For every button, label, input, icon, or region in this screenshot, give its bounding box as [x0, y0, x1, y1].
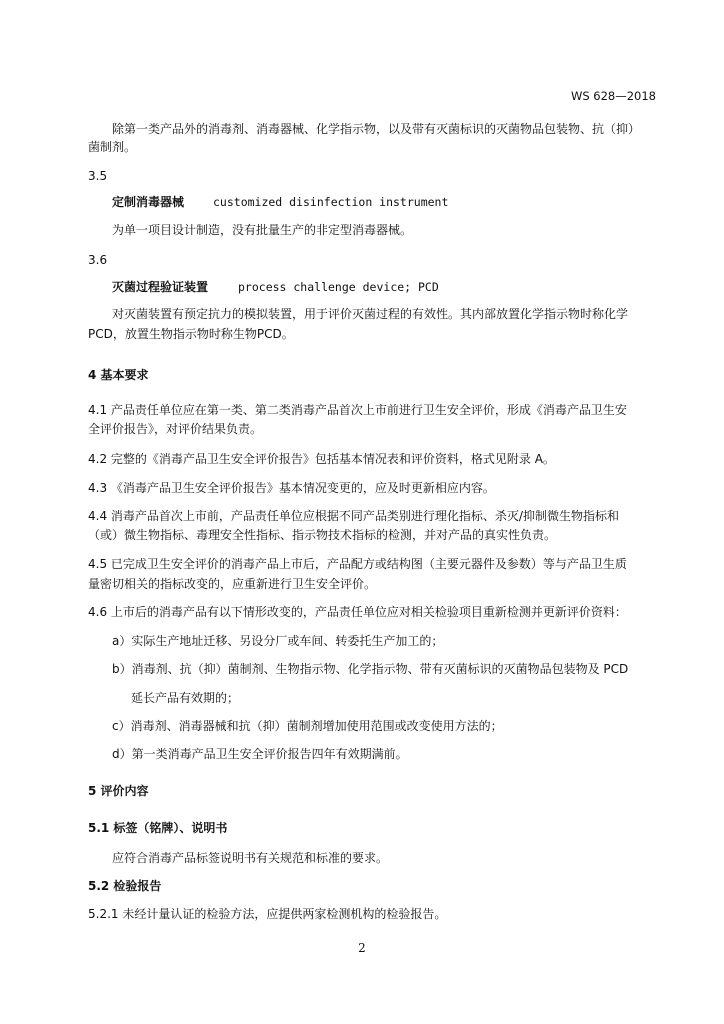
clause-4-1-line-1: 4.1 产品责任单位应在第一类、第二类消毒产品首次上市前进行卫生安全评价，形成《消毒产品卫生安: [88, 403, 627, 417]
heading-section-5: 5 评价内容: [88, 784, 149, 798]
clause-number-3-5: 3.5: [88, 169, 108, 183]
term-zh-3-5: 定制消毒器械: [112, 195, 185, 209]
definition-3-5: 为单一项目设计制造，没有批量生产的非定型消毒器械。: [112, 223, 413, 237]
clause-4-5-line-1: 4.5 已完成卫生安全评价的消毒产品上市后，产品配方或结构图（主要元器件及参数）等与产品卫生质: [88, 557, 627, 571]
document-id-header: WS 628—2018: [570, 89, 656, 103]
clause-4-6: 4.6 上市后的消毒产品有以下情形改变的，产品责任单位应对相关检验项目重新检测并更新评价资料：: [88, 605, 627, 619]
list-item-b-line-1: b）消毒剂、抗（抑）菌制剂、生物指示物、化学指示物、带有灭菌标识的灭菌物品包装物及 PCD: [112, 662, 629, 676]
clause-5-2-1: 5.2.1 未经计量认证的检验方法，应提供两家检测机构的检验报告。: [88, 907, 447, 921]
clause-4-3: 4.3 《消毒产品卫生安全评价报告》基本情况变更的，应及时更新相应内容。: [88, 481, 495, 495]
list-item-a: a）实际生产地址迁移、另设分厂或车间、转委托生产加工的；: [112, 634, 444, 648]
term-en-3-6: process challenge device; PCD: [238, 280, 439, 294]
clause-number-3-6: 3.6: [88, 253, 108, 267]
clause-4-5-line-2: 量密切相关的指标改变的，应重新进行卫生安全评价。: [88, 577, 377, 591]
list-item-b-line-2: 延长产品有效期的；: [131, 691, 240, 705]
list-item-c: c）消毒剂、消毒器械和抗（抑）菌制剂增加使用范围或改变使用方法的；: [112, 719, 503, 733]
term-en-3-5: customized disinfection instrument: [213, 195, 449, 209]
continuation-line-1: 除第一类产品外的消毒剂、消毒器械、化学指示物，以及带有灭菌标识的灭菌物品包装物、抗（抑）: [112, 122, 641, 136]
clause-5-1: 应符合消毒产品标签说明书有关规范和标准的要求。: [112, 851, 389, 865]
heading-5-1: 5.1 标签（铭牌）、说明书: [88, 821, 228, 835]
definition-3-6-line-1: 对灭菌装置有预定抗力的模拟装置，用于评价灭菌过程的有效性。其内部放置化学指示物时称化学: [112, 307, 629, 321]
page-number: 2: [358, 941, 366, 955]
heading-section-4: 4 基本要求: [88, 368, 149, 382]
clause-4-4-line-1: 4.4 消毒产品首次上市前，产品责任单位应根据不同产品类别进行理化指标、杀灭/抑制微生物指标和: [88, 509, 619, 523]
clause-4-2: 4.2 完整的《消毒产品卫生安全评价报告》包括基本情况表和评价资料，格式见附录 A。: [88, 452, 555, 466]
definition-3-6-line-2: PCD，放置生物指示物时称生物PCD。: [88, 327, 294, 341]
clause-4-4-line-2: （或）微生物指标、毒理安全性指标、指示物技术指标的检测，并对产品的真实性负责。: [88, 528, 557, 542]
continuation-line-2: 菌制剂。: [88, 140, 137, 154]
heading-5-2: 5.2 检验报告: [88, 879, 162, 893]
term-zh-3-6: 灭菌过程验证装置: [112, 280, 209, 294]
list-item-d: d）第一类消毒产品卫生安全评价报告四年有效期满前。: [112, 747, 408, 761]
clause-4-1-line-2: 全评价报告》，对评价结果负责。: [88, 422, 263, 436]
